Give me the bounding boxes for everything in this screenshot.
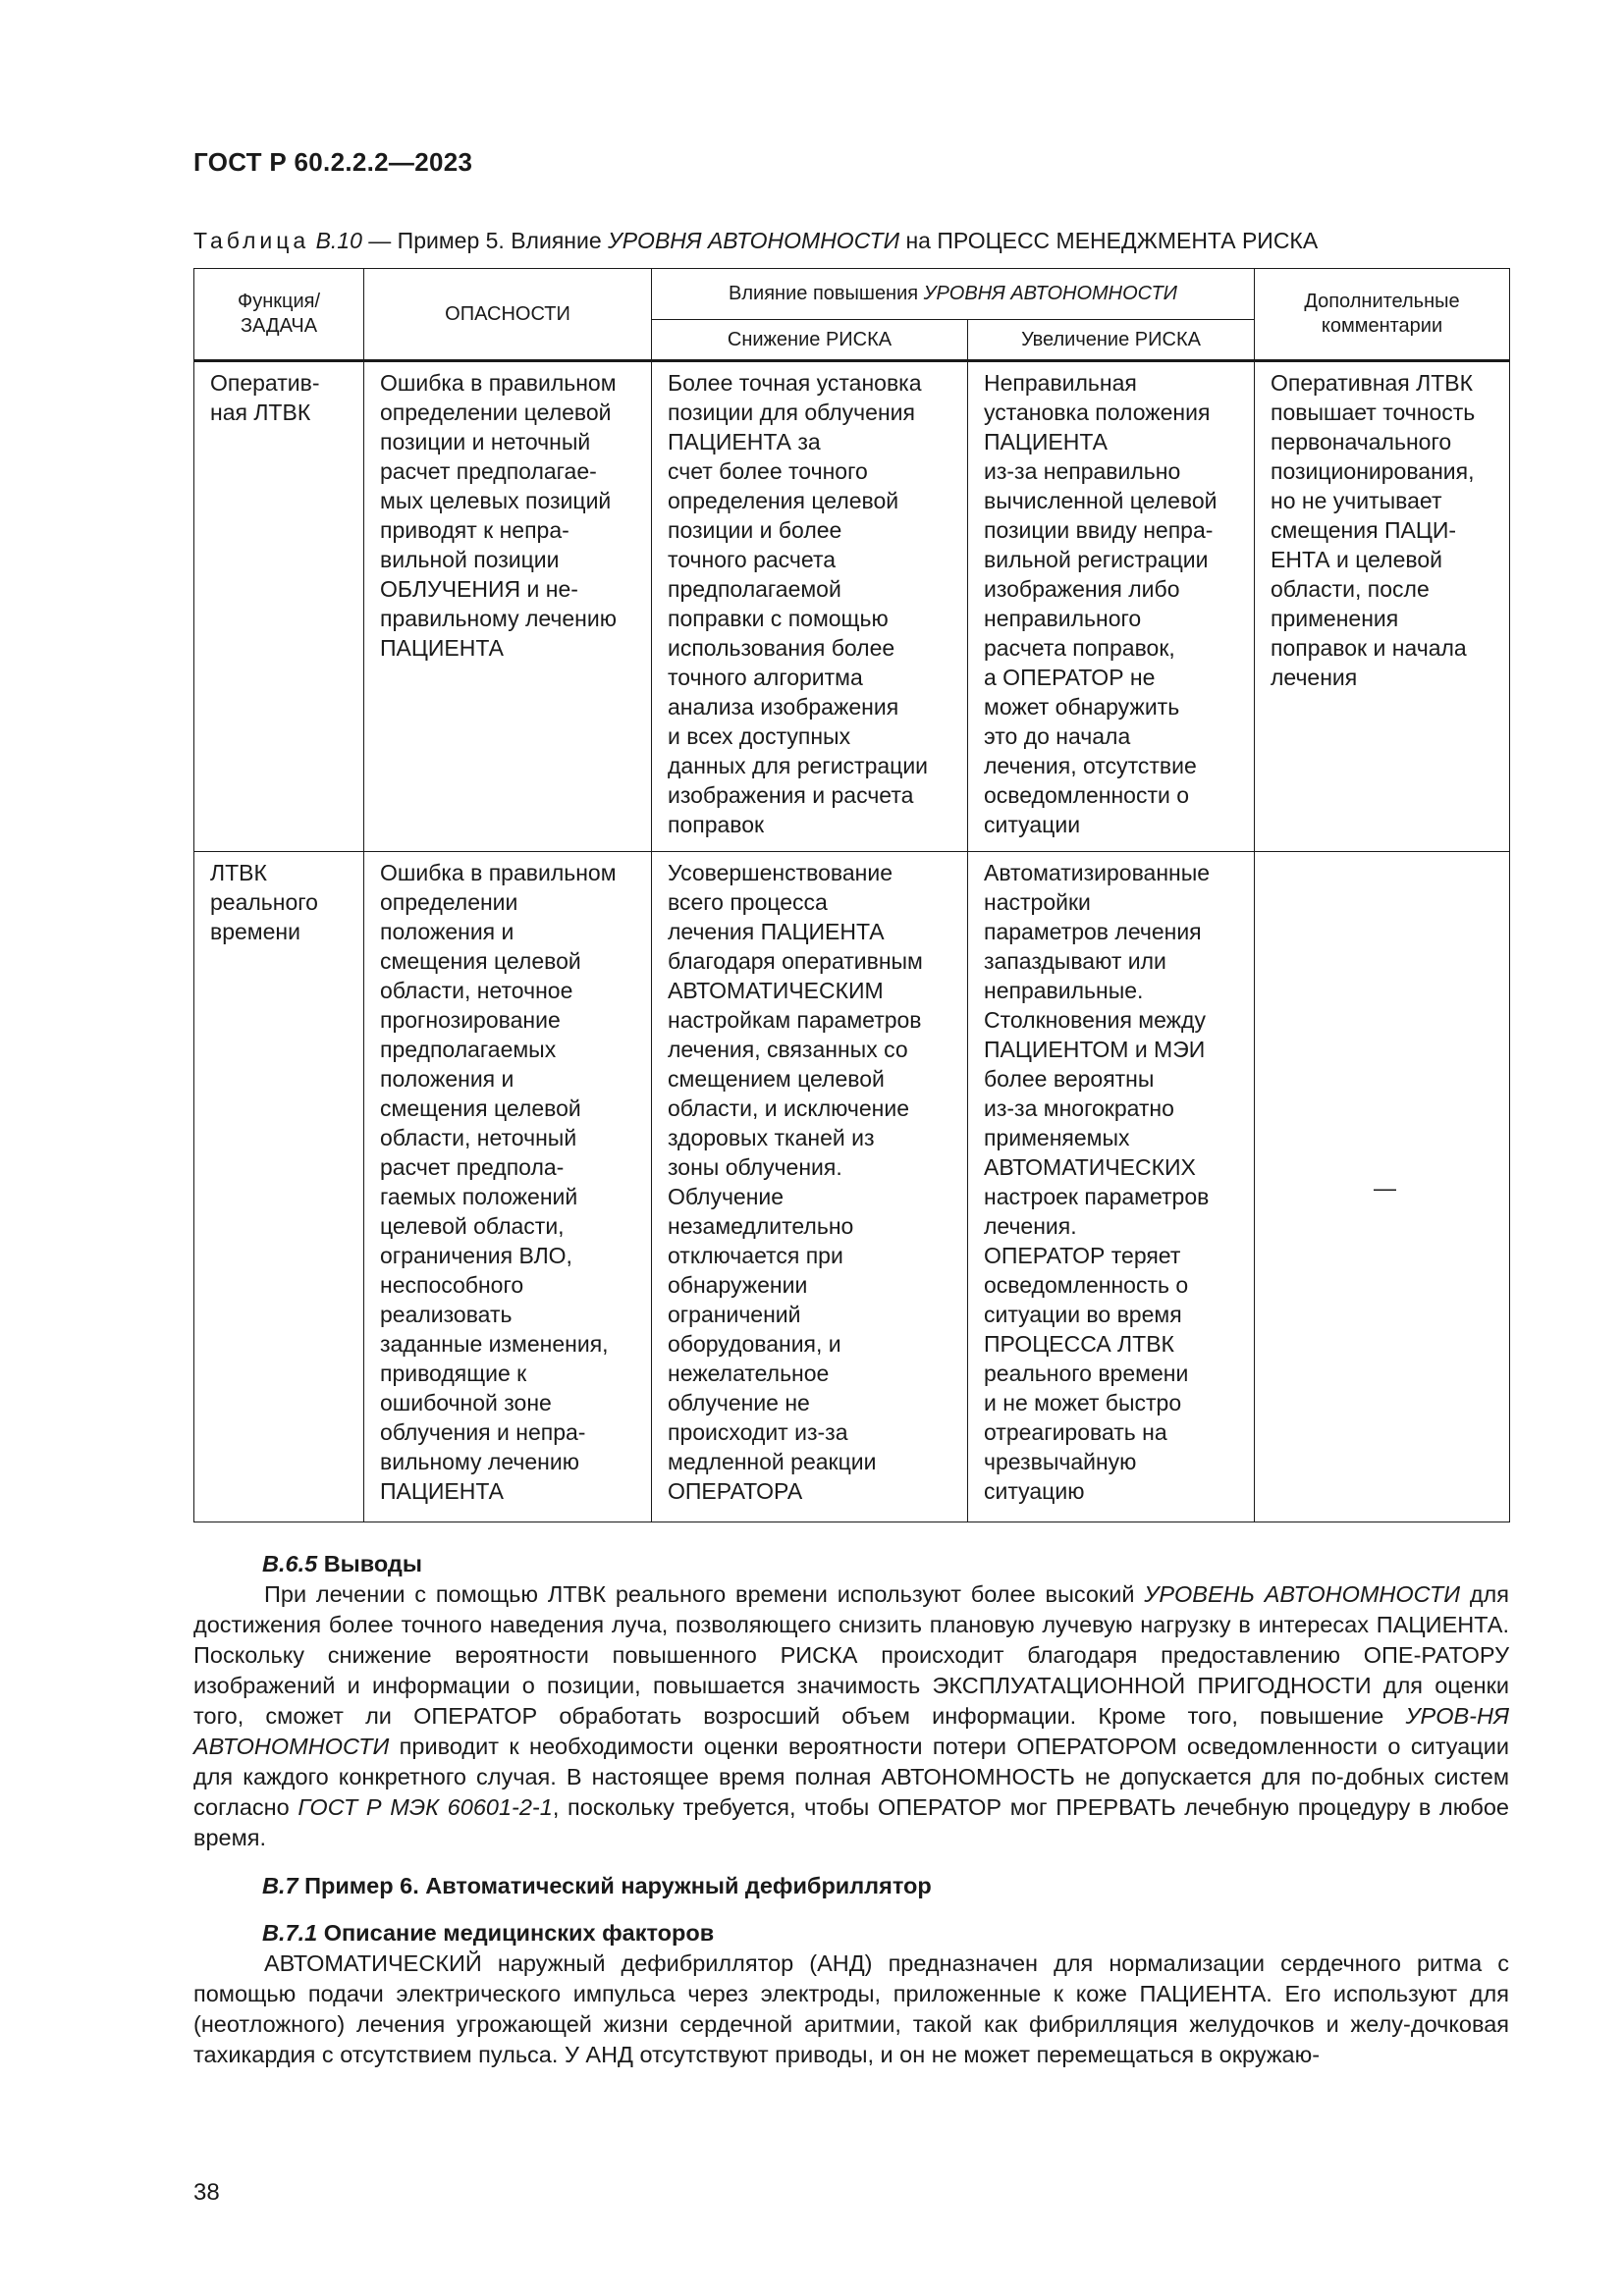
table-caption bbox=[193, 228, 1470, 254]
caption-rest: на ПРОЦЕСС МЕНЕДЖМЕНТА РИСКА bbox=[899, 228, 1319, 253]
risk-table bbox=[193, 268, 1510, 1522]
header-influence bbox=[652, 269, 1255, 320]
header-decrease-risk: Снижение РИСКА bbox=[652, 320, 968, 361]
header-comments: Дополнительные комментарии bbox=[1255, 269, 1510, 361]
header-influence-term: УРОВНЯ АВТОНОМНОСТИ bbox=[923, 283, 1177, 304]
p1-part-a: При лечении с помощью ЛТВК реального времени используют более высокий bbox=[264, 1581, 1145, 1607]
p1-part-b: для достижения более точного наведения луча, позволяющего снизить плановую лучевую нагрузку в интересах ПАЦИЕНТА. Поскольку снижение вероятности повышенного РИСКА происходит благодаря предоставлению ОПЕ-РАТОРУ изображений и информации о позиции, повышается значимость ЭКСПЛУАТАЦИОННОЙ ПРИГОДНОСТИ для оценки того, сможет ли ОПЕРАТОР обработать возросший объем информации. Кроме того, повышение bbox=[193, 1581, 1509, 1729]
section-b7-title: Пример 6. Автоматический наружный дефибриллятор bbox=[298, 1873, 932, 1898]
p1-italic-1: УРОВЕНЬ АВТОНОМНОСТИ bbox=[1144, 1581, 1461, 1607]
page-number: 38 bbox=[193, 2179, 220, 2206]
p1-part-d: , поскольку требуется, чтобы ОПЕРАТОР мог ПРЕРВАТЬ лечебную процедуру в любое время. bbox=[193, 1794, 1509, 1850]
section-b7-number: В.7 bbox=[262, 1873, 298, 1898]
table-row bbox=[194, 361, 1510, 852]
cell-hazard: Ошибка в правильном определении целевой позиции и неточный расчет предполагае- мых целевых позиций приводят к непра- вильной позиции ОБЛУЧЕНИЯ и не- правильному лечению ПАЦИЕНТА bbox=[364, 361, 652, 852]
section-b65-title: Выводы bbox=[317, 1551, 422, 1576]
section-b65-paragraph bbox=[193, 1579, 1509, 1853]
cell-hazard: Ошибка в правильном определении положения и смещения целевой области, неточное прогнозирование предполагаемых положения и смещения целевой области, неточный расчет предпола- гаемых положений целевой области, ограничения ВЛО, неспособного реализовать заданные изменения, приводящие к ошибочной зоне облучения и непра- вильному лечению ПАЦИЕНТА bbox=[364, 852, 652, 1522]
caption-prefix: Таблица bbox=[193, 228, 310, 253]
document-standard-number: ГОСТ Р 60.2.2.2—2023 bbox=[193, 147, 473, 177]
table-row bbox=[194, 852, 1510, 1522]
p1-italic-2: УРОВ-НЯ АВТОНОМНОСТИ bbox=[193, 1703, 1509, 1759]
section-b7 bbox=[193, 1871, 1509, 1901]
p1-part-c: приводит к необходимости оценки вероятности потери ОПЕРАТОРОМ осведомленности о ситуации для каждого конкретного случая. В настоящее время полная АВТОНОМНОСТЬ не допускается для по-добных систем согласно bbox=[193, 1734, 1509, 1820]
header-function: Функция/ ЗАДАЧА bbox=[194, 269, 364, 361]
section-b65 bbox=[193, 1549, 1509, 1853]
section-b71-heading bbox=[193, 1918, 1509, 1949]
caption-italic-term: УРОВНЯ АВТОНОМНОСТИ bbox=[608, 228, 900, 253]
cell-comment: — bbox=[1255, 852, 1510, 1522]
cell-function: ЛТВК реального времени bbox=[194, 852, 364, 1522]
header-increase-risk: Увеличение РИСКА bbox=[968, 320, 1255, 361]
section-b71-number: В.7.1 bbox=[262, 1920, 318, 1946]
caption-number: В.10 bbox=[315, 228, 362, 253]
cell-increase: Неправильная установка положения ПАЦИЕНТА из-за неправильно вычисленной целевой позиции ввиду непра- вильной регистрации изображения либо неправильного расчета поправок, а ОПЕРАТОР не может обнаружить это до начала лечения, отсутствие осведомленности о ситуации bbox=[968, 361, 1255, 852]
section-b71 bbox=[193, 1918, 1509, 2070]
header-influence-prefix: Влияние повышения bbox=[729, 283, 924, 304]
p1-italic-3: ГОСТ Р МЭК 60601-2-1 bbox=[298, 1794, 553, 1820]
cell-function: Оператив- ная ЛТВК bbox=[194, 361, 364, 852]
header-hazards: ОПАСНОСТИ bbox=[364, 269, 652, 361]
section-b65-heading bbox=[193, 1549, 1509, 1579]
cell-comment: Оперативная ЛТВК повышает точность первоначального позиционирования, но не учитывает смещения ПАЦИ- ЕНТА и целевой области, после применения поправок и начала лечения bbox=[1255, 361, 1510, 852]
section-b7-heading bbox=[193, 1871, 1509, 1901]
caption-dash: — Пример 5. Влияние bbox=[361, 228, 609, 253]
cell-decrease: Более точная установка позиции для облучения ПАЦИЕНТА за счет более точного определения целевой позиции и более точного расчета предполагаемой поправки с помощью использования более точного алгоритма анализа изображения и всех доступных данных для регистрации изображения и расчета поправок bbox=[652, 361, 968, 852]
section-b71-paragraph: АВТОМАТИЧЕСКИЙ наружный дефибриллятор (АНД) предназначен для нормализации сердечного ритма с помощью подачи электрического импульса через электроды, приложенные к коже ПАЦИЕНТА. Его используют для (неотложного) лечения угрожающей жизни сердечной аритмии, такой как фибрилляция желудочков и желу-дочковая тахикардия с отсутствием пульса. У АНД отсутствуют приводы, и он не может перемещаться в окружаю- bbox=[193, 1950, 1509, 2067]
cell-increase: Автоматизированные настройки параметров лечения запаздывают или неправильные. Столкновения между ПАЦИЕНТОМ и МЭИ более вероятны из-за многократно применяемых АВТОМАТИЧЕСКИХ настроек параметров лечения. ОПЕРАТОР теряет осведомленность о ситуации во время ПРОЦЕССА ЛТВК реального времени и не может быстро отреагировать на чрезвычайную ситуацию bbox=[968, 852, 1255, 1522]
section-b71-title: Описание медицинских факторов bbox=[317, 1920, 715, 1946]
section-b65-number: В.6.5 bbox=[262, 1551, 318, 1576]
cell-decrease: Усовершенствование всего процесса лечения ПАЦИЕНТА благодаря оперативным АВТОМАТИЧЕСКИМ настройкам параметров лечения, связанных со смещением целевой области, и исключение здоровых тканей из зоны облучения. Облучение незамедлительно отключается при обнаружении ограничений оборудования, и нежелательное облучение не происходит из-за медленной реакции ОПЕРАТОРА bbox=[652, 852, 968, 1522]
